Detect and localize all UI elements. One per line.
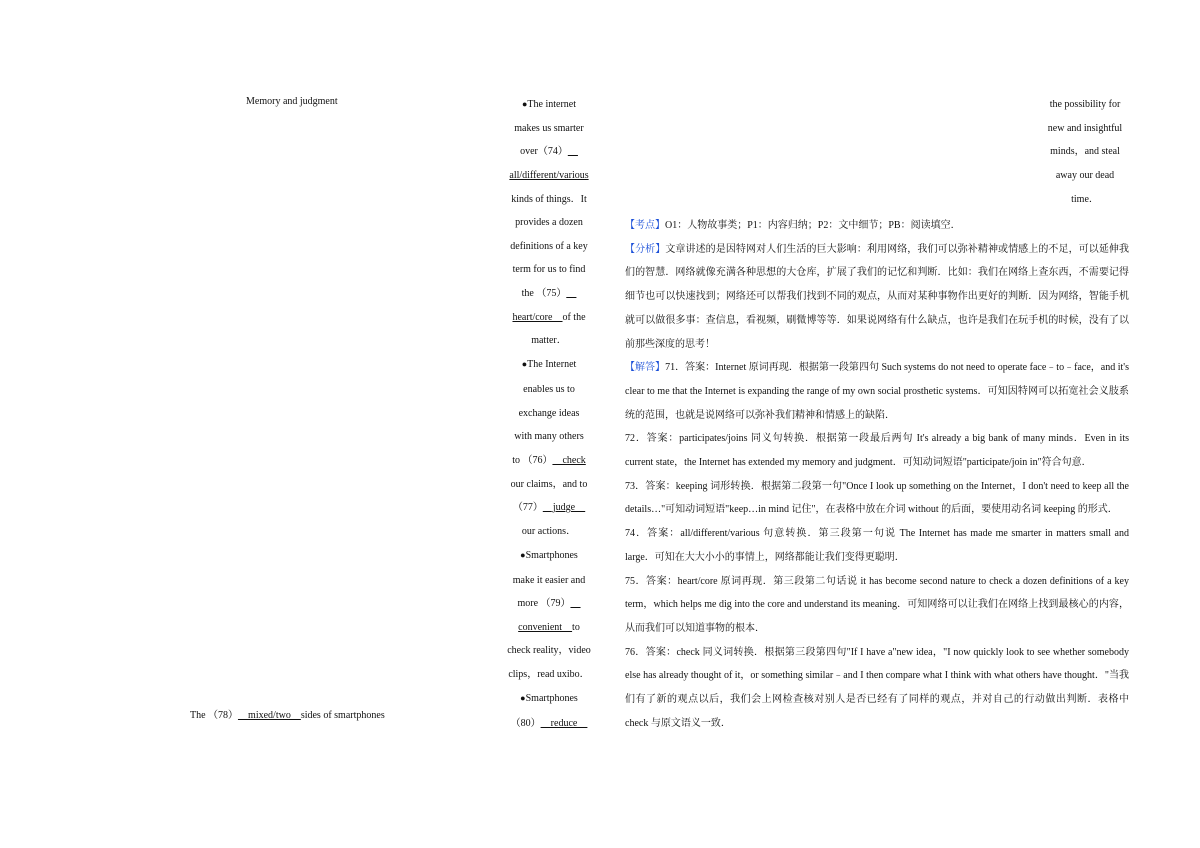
text-line: the possibility for	[1049, 99, 1121, 110]
fenxi-text: 文章讲述的是因特网对人们生活的巨大影响：利用网络，我们可以弥补精神或情感上的不足，可以延伸我们的智慧．网络就像充满各种思想的大仓库，扩展了我们的记忆和判断．比如：我们在网络上查东西，不需要记得细节也可以快速找到；网络还可以帮我们找到不同的观点，从而对某种事物作出更好的判断．因为网络，智能手机就可以做很多事：查信息，看视频，刷微博等等．如果说网络有什么缺点，也许是我们在玩手机的时候，没有了以前那些深度的思考！	[625, 243, 1130, 350]
text-line: convenient__to	[518, 621, 580, 633]
text-line: time．	[1071, 193, 1099, 205]
fenxi-tag: 【分析】	[625, 243, 666, 255]
text-line: minds，and steal	[1050, 146, 1120, 158]
jieda-tag: 【解答】	[625, 362, 666, 374]
table-right-column	[1030, 96, 1140, 214]
table-cell-memory: Memory and judgment	[246, 96, 338, 107]
text-line: with many others	[514, 431, 584, 443]
text-line: our actions．	[521, 525, 577, 537]
answer-76: 76．答案：check 同义词转换．根据第三段第四句"If I have a"new idea，"I now quickly look to see whether somebody else has already thought of it，or something similar﹣and I then compare what I think with what others have thought．"当我们有了新的观点以后，我们会上网检查核对别人是否已经有了同样的观点，并对自己的行动做出判断．表格中 check 与原文语义一致．	[625, 646, 1129, 729]
answer-71	[625, 356, 1129, 427]
text-line: ●The internet	[521, 99, 577, 110]
table-left-column	[180, 96, 430, 756]
text-line: the （75）__	[521, 288, 577, 300]
answer-71-text: 71．答案：Internet 原词再现．根据第一段第四句 Such systems do not need to operate face﹣to﹣face，and it's clear to me that the Internet is expanding the range of my own social prosthetic systems．可知因特网可以拓宽社会义肢系统的范围，也就是说网络可以弥补我们精神和情感上的缺陷．	[625, 362, 1130, 421]
answer-72: 72．答案：participates/joins 同义句转换．根据第一段最后两句 It's already a big bank of many minds．Even in its current state，the Internet has extended my memory and judgment．可知动词短语"participate/join in"符合句意．	[625, 433, 1129, 469]
text-line: heart/core__of the	[512, 311, 586, 323]
kaodian-text: O1：人物故事类；P1：内容归纳；P2：文中细节；PB：阅读填空．	[665, 220, 961, 231]
answer-74: 74．答案：all/different/various 句意转换．第三段第一句说 The Internet has made me smarter in matters small and large．可知在大大小小的事情上，网络都能让我们变得更聪明．	[625, 528, 1129, 563]
answer-75: 75．答案：heart/core 原词再现．第三段第二句话说 it has become second nature to check a dozen definitions of a key term，which helps me dig into the core and understand its meaning．可知网络可以让我们在网络上找到最核心的内容，从而我们可以知道事物的根本．	[625, 575, 1129, 634]
fenxi-paragraph	[625, 238, 1129, 357]
text-line: （77）__judge__	[512, 502, 586, 514]
text-line: provides a dozen	[515, 217, 583, 229]
text-line: （80）__reduce__	[510, 717, 588, 729]
text-line: new and insightful	[1047, 122, 1123, 134]
text-line: to （76）__check	[512, 454, 586, 466]
text-line: definitions of a key	[510, 240, 588, 252]
text-line: ●Smartphones	[520, 549, 578, 561]
text-line: our claims，and to	[510, 478, 588, 490]
table-cell-sides: The （78）__mixed/two__sides of smartphones	[190, 710, 385, 721]
text-line: clips，read uxibo．	[508, 669, 590, 681]
text-line: ●The Internet	[521, 359, 577, 371]
text-line: away our dead	[1055, 169, 1115, 181]
text-line: over（74）__	[520, 146, 578, 158]
text-line: all/different/various	[509, 169, 589, 181]
kaodian-tag: 【考点】	[625, 220, 665, 231]
text-line: enables us to	[523, 384, 575, 396]
table-middle-column	[497, 96, 601, 738]
kaodian-paragraph	[625, 214, 1129, 238]
text-line: kinds of things．It	[511, 193, 587, 205]
text-line: make it easier and	[512, 574, 586, 586]
text-line: exchange ideas	[518, 407, 580, 419]
text-line: term for us to find	[512, 264, 586, 276]
text-line: check reality，video	[507, 645, 591, 657]
text-line: ●Smartphones	[520, 692, 578, 704]
answer-73: 73．答案：keeping 词形转换．根据第二段第一句"Once I look up something on the Internet，I don't need to keep all the details…"可知动词短语"keep…in mind 记住"，在表格中放在介词 without 的后面，要使用动名词 keeping 的形式．	[625, 480, 1129, 516]
text-line: matter．	[531, 335, 567, 347]
text-line: makes us smarter	[514, 122, 584, 134]
answer-analysis	[625, 214, 1129, 735]
text-line: more （79）__	[517, 598, 581, 610]
